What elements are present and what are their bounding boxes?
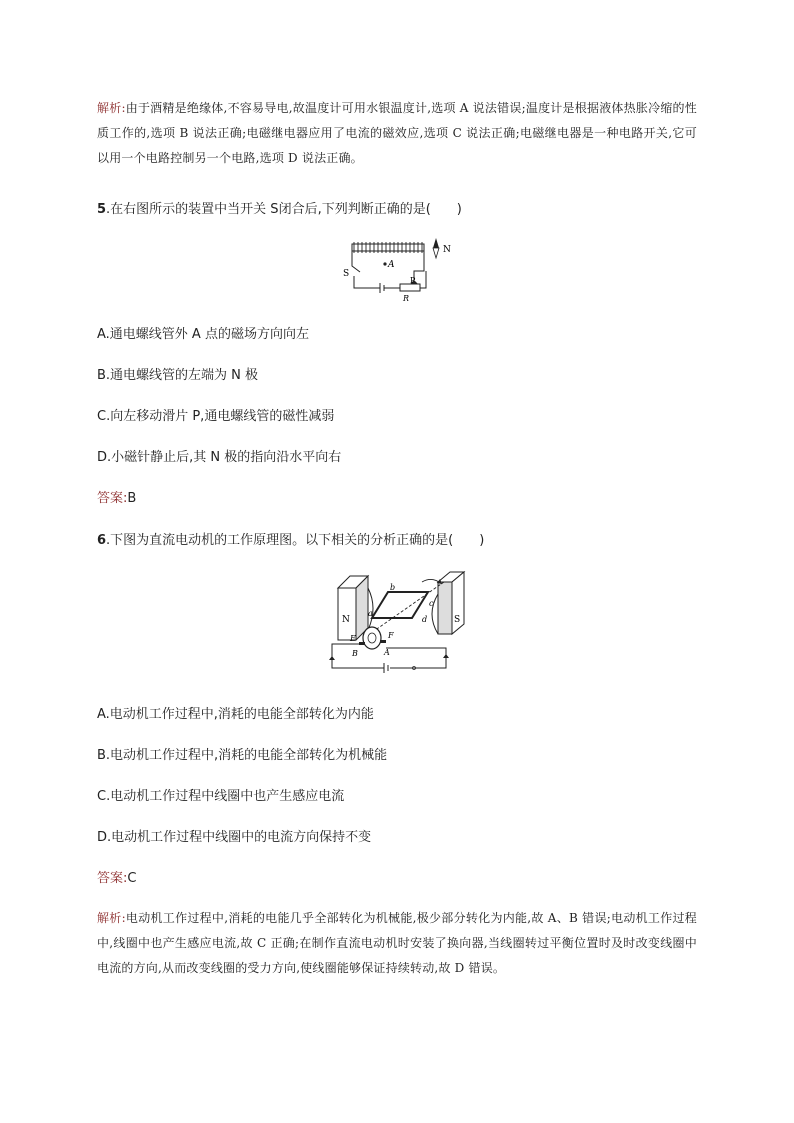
magnet-s-front — [438, 582, 452, 634]
q6-number: 6 — [97, 533, 107, 548]
label-n: N — [342, 615, 350, 625]
label-r: R — [403, 294, 410, 303]
q6-motor-figure — [328, 568, 468, 680]
q6-stem-text: .下图为直流电动机的工作原理图。以下相关的分析正确的是( ) — [106, 533, 485, 548]
q5-option-c: C.向左移动滑片 P,通电螺线管的磁性减弱 — [97, 409, 335, 424]
commutator — [363, 627, 381, 649]
label-s: S — [343, 269, 350, 279]
q6-analysis — [97, 906, 697, 981]
q6-answer-value: C — [127, 871, 137, 886]
q5-answer — [97, 487, 136, 506]
analysis-label: 解析: — [97, 101, 126, 115]
q5-option-d: D.小磁针静止后,其 N 极的指向沿水平向右 — [97, 450, 342, 465]
magnet-n-front — [338, 588, 356, 640]
q5-option-b: B.通电螺线管的左端为 N 极 — [97, 368, 259, 383]
brush-f — [380, 640, 386, 643]
point-a-dot — [383, 262, 386, 265]
q6-answer — [97, 867, 136, 886]
q5-stem — [97, 198, 462, 217]
q6-analysis-text: 电动机工作过程中,消耗的电能几乎全部转化为机械能,极少部分转化为内能,故 A、B 错误;电动机工作过程中,线圈中也产生感应电流,故 C 正确;在制作直流电动机时安装了换向器,当线圈转过平衡位置时及时改变线圈中电流的方向,从而改变线圈的受力方向,使线圈能够保证持续转动,故 D 错误。 — [97, 911, 697, 975]
rheostat — [400, 284, 420, 291]
q6-option-b: B.电动机工作过程中,消耗的电能全部转化为机械能 — [97, 748, 388, 763]
label-d: d — [422, 615, 428, 624]
current-arrow-left — [329, 656, 335, 660]
label-e: E — [350, 634, 356, 643]
q4-analysis — [97, 96, 697, 171]
q5-option-a: A.通电螺线管外 A 点的磁场方向向左 — [97, 327, 309, 342]
label-p: P — [410, 276, 416, 285]
answer-label: 答案: — [97, 491, 128, 506]
analysis-label: 解析: — [97, 911, 126, 925]
q6-stem — [97, 529, 484, 548]
brush-e — [359, 642, 365, 645]
compass-needle-south — [433, 248, 439, 258]
label-s: S — [454, 615, 461, 625]
q5-number: 5 — [97, 202, 107, 217]
label-a: A — [388, 260, 395, 270]
label-upper-b: B — [352, 649, 358, 658]
q6-option-a: A.电动机工作过程中,消耗的电能全部转化为内能 — [97, 707, 374, 722]
q6-option-c: C.电动机工作过程中线圈中也产生感应电流 — [97, 789, 345, 804]
answer-label: 答案: — [97, 871, 128, 886]
q4-analysis-text: 由于酒精是绝缘体,不容易导电,故温度计可用水银温度计,选项 A 说法错误;温度计是根据液体热胀冷缩的性质工作的,选项 B 说法正确;电磁继电器应用了电流的磁效应,选项 C 说法正确;电磁继电器是一种电路开关,它可以用一个电路控制另一个电路,选项 D 说法正确。 — [97, 101, 697, 165]
q5-solenoid-figure — [340, 236, 460, 306]
label-f: F — [388, 631, 394, 640]
label-c: c — [429, 599, 434, 608]
coil — [372, 592, 428, 618]
solenoid-core — [352, 244, 424, 251]
q5-stem-text: .在右图所示的装置中当开关 S闭合后,下列判断正确的是( ) — [106, 202, 462, 217]
compass-needle-north — [433, 238, 439, 248]
battery-symbol — [384, 663, 388, 673]
rheostat-wire — [420, 271, 426, 288]
right-wire — [414, 251, 424, 280]
label-n: N — [443, 245, 451, 255]
q5-answer-value: B — [127, 491, 137, 506]
label-b: b — [390, 583, 396, 592]
q6-option-d: D.电动机工作过程中线圈中的电流方向保持不变 — [97, 830, 372, 845]
current-arrow-right — [443, 654, 449, 658]
label-a: a — [368, 609, 373, 618]
left-wire — [352, 251, 376, 288]
label-upper-a: A — [384, 648, 390, 657]
battery-symbol — [376, 283, 400, 293]
